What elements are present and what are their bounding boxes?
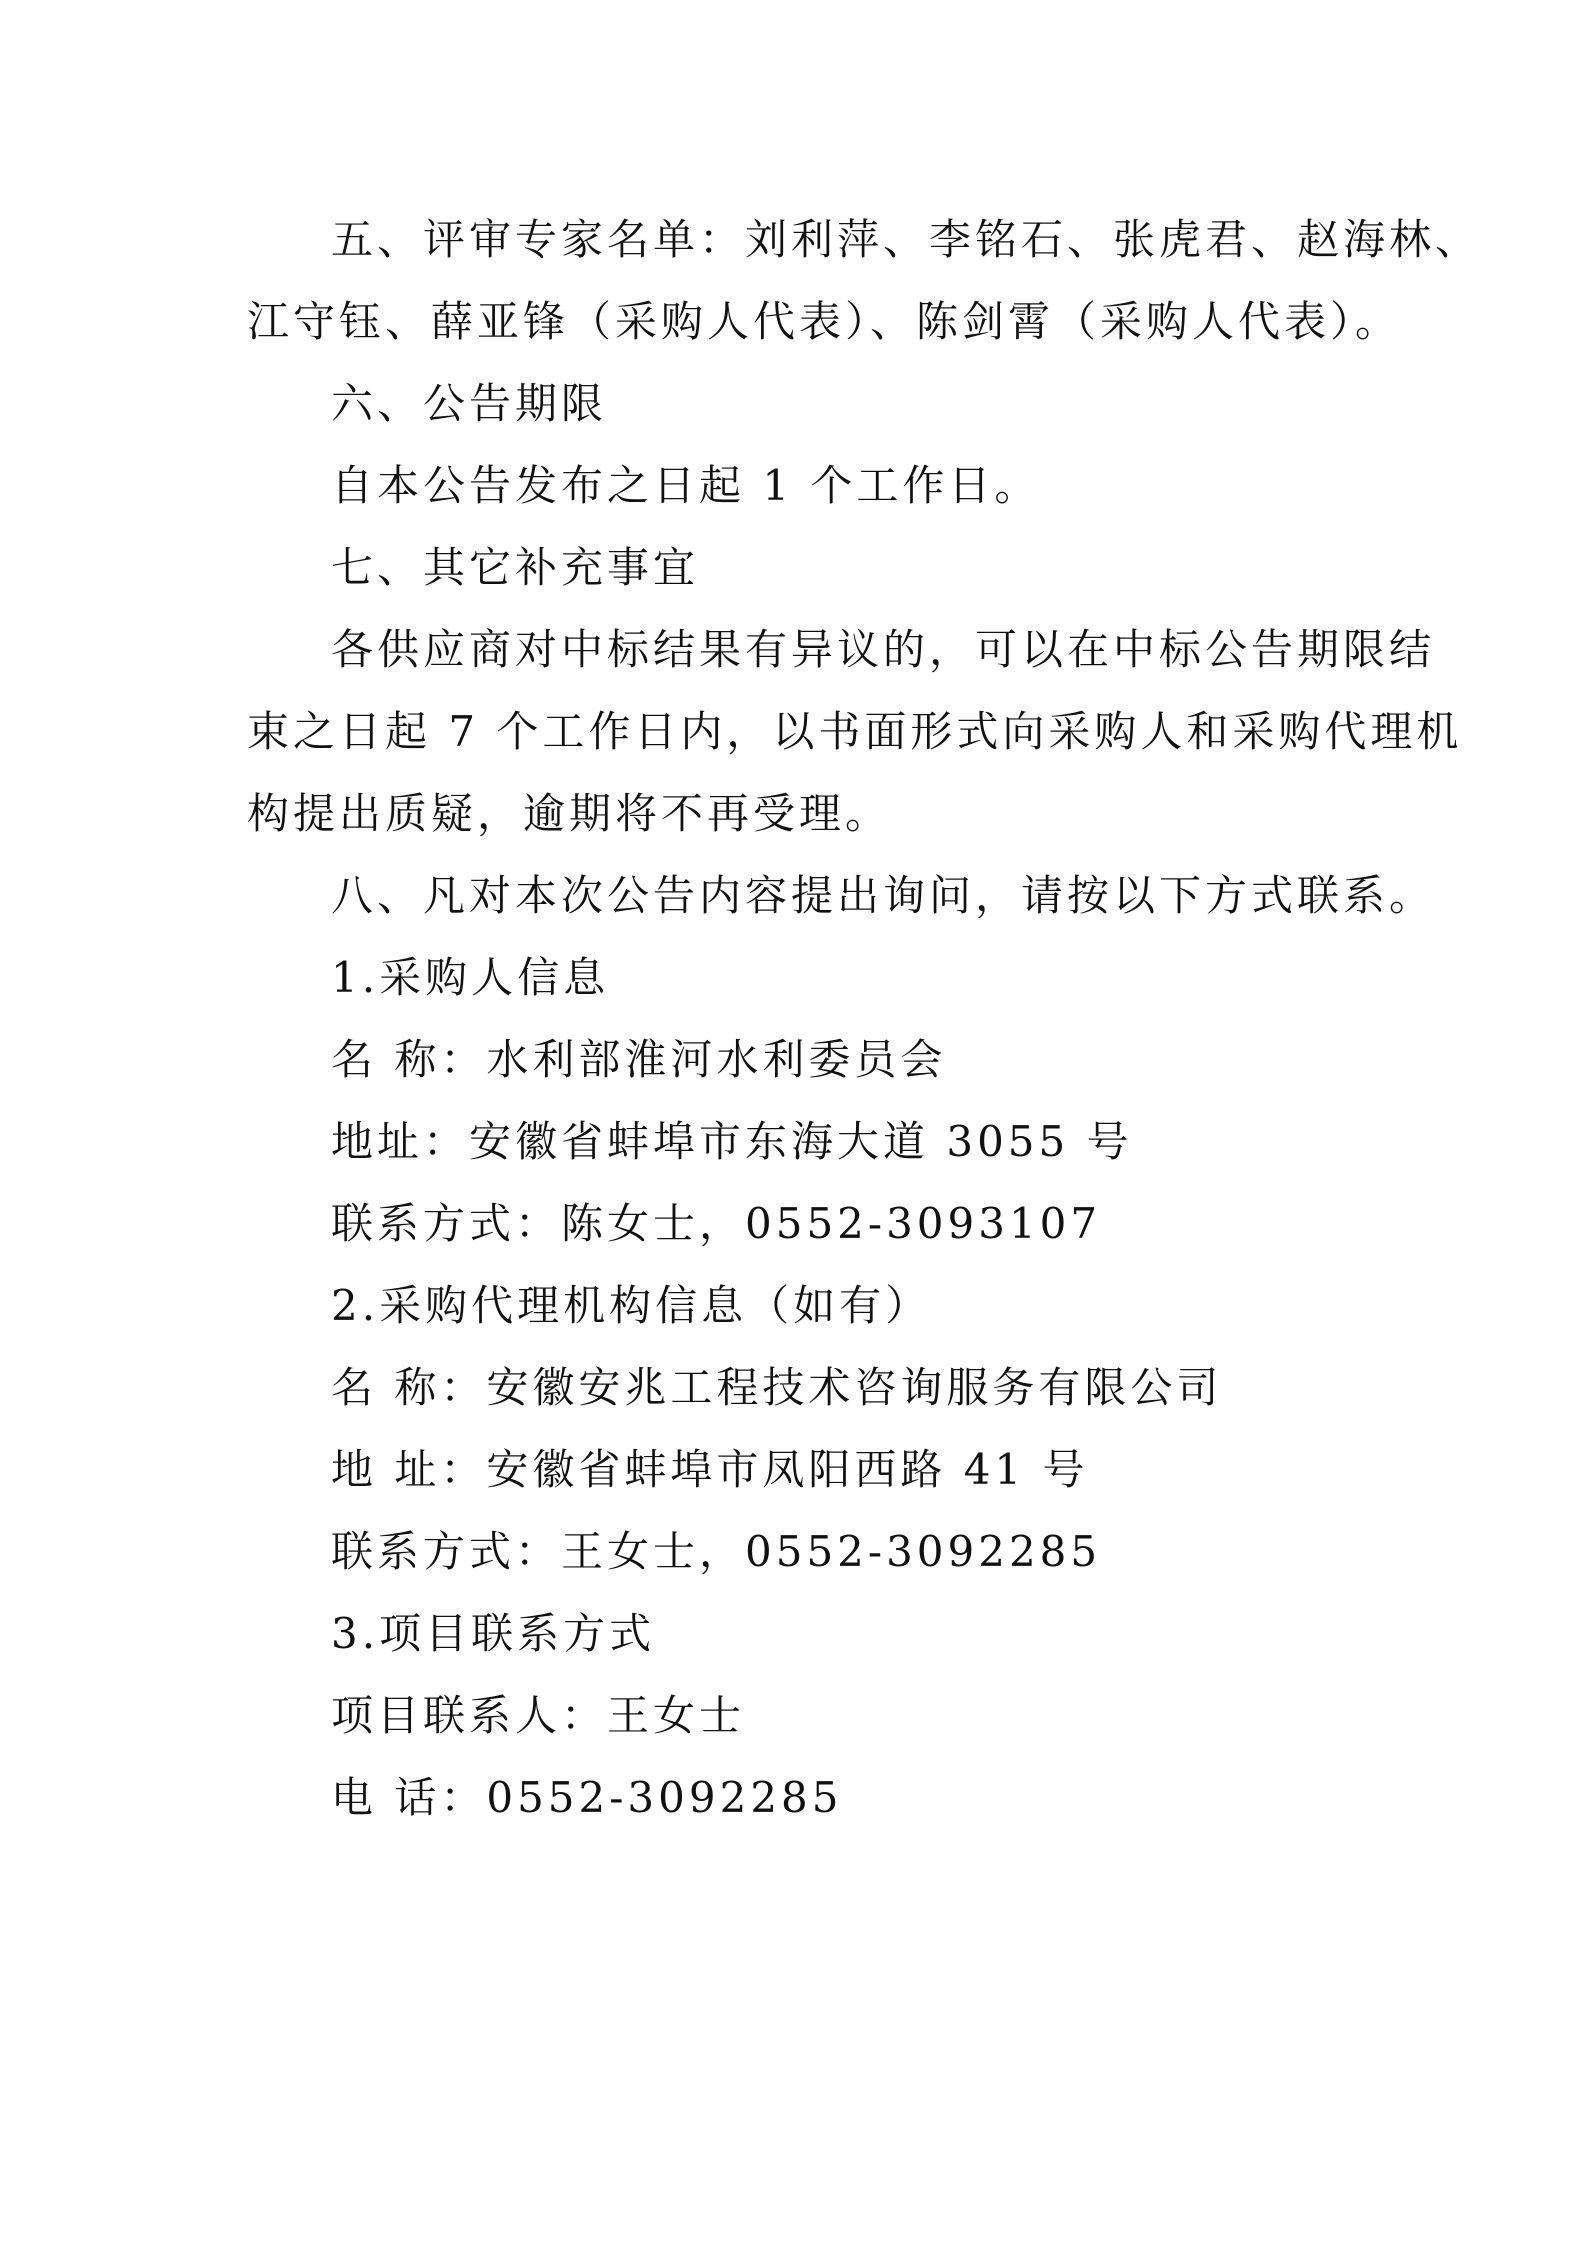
objection-text-line-1: 各供应商对中标结果有异议的，可以在中标公告期限结 — [331, 625, 1436, 674]
expert-list-line-1: 五、评审专家名单：刘利萍、李铭石、张虎君、赵海林、 — [331, 215, 1482, 264]
inquiry-heading: 八、凡对本次公告内容提出询问，请按以下方式联系。 — [331, 871, 1436, 920]
agency-contact: 联系方式：王女士，0552-3092285 — [331, 1527, 1102, 1576]
objection-text-line-2: 束之日起 7 个工作日内，以书面形式向采购人和采购代理机 — [247, 707, 1463, 756]
purchaser-contact: 联系方式：陈女士，0552-3093107 — [331, 1199, 1102, 1248]
agency-name: 名 称：安徽安兆工程技术咨询服务有限公司 — [331, 1363, 1223, 1412]
notice-period-body: 自本公告发布之日起 1 个工作日。 — [331, 461, 1041, 510]
purchaser-info-heading: 1.采购人信息 — [331, 953, 610, 1002]
purchaser-name: 名 称：水利部淮河水利委员会 — [331, 1035, 947, 1084]
objection-text-line-3: 构提出质疑，逾期将不再受理。 — [247, 789, 892, 838]
expert-list-line-2: 江守钰、薛亚锋（采购人代表）、陈剑霄（采购人代表）。 — [247, 297, 1402, 346]
agency-info-heading: 2.采购代理机构信息（如有） — [331, 1281, 932, 1330]
notice-period-heading: 六、公告期限 — [331, 379, 608, 428]
purchaser-address: 地址：安徽省蚌埠市东海大道 3055 号 — [331, 1117, 1133, 1166]
project-contact-person: 项目联系人：王女士 — [331, 1691, 746, 1740]
project-contact-phone: 电 话：0552-3092285 — [331, 1773, 843, 1822]
other-matters-heading: 七、其它补充事宜 — [331, 543, 700, 592]
project-contact-heading: 3.项目联系方式 — [331, 1609, 656, 1658]
agency-address: 地 址：安徽省蚌埠市凤阳西路 41 号 — [331, 1445, 1089, 1494]
